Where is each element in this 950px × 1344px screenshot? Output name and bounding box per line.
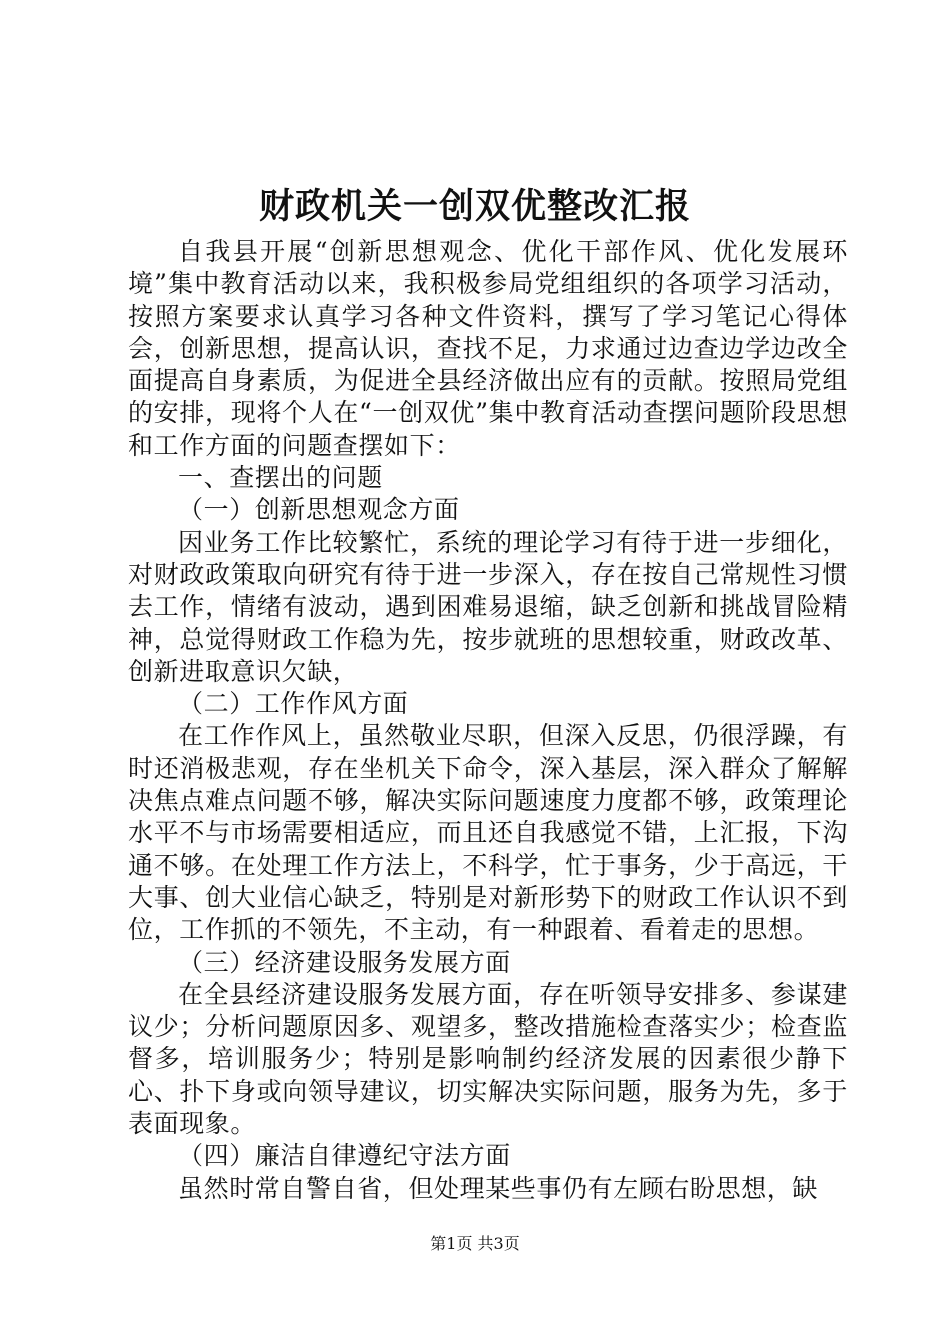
- page-footer: 第1页 共3页: [430, 1234, 520, 1253]
- paragraph-subsection-4: 虽然时常自警自省，但处理某些事仍有左顾右盼思想，缺: [178, 1173, 819, 1203]
- document-title: 财政机关一创双优整改汇报: [258, 186, 691, 227]
- paragraph-subsection-3: 在全县经济建设服务发展方面，存在听领导安排多、参谋建议少；分析问题原因多、观望多，整改措施检查落实少；检查监督多，培训服务少；特别是影响制约经济发展的因素很少静下心、扑下身或向领导建议，切实解决实际问题，服务为先，多于表面现象。: [128, 979, 848, 1139]
- subsection-heading-2: （二）工作作风方面: [178, 689, 409, 719]
- subsection-heading-4: （四）廉洁自律遵纪守法方面: [178, 1141, 511, 1171]
- subsection-heading-3: （三）经济建设服务发展方面: [178, 947, 511, 977]
- paragraph-subsection-1: 因业务工作比较繁忙，系统的理论学习有待于进一步细化，对财政政策取向研究有待于进一步深入，存在按自己常规性习惯去工作，情绪有波动，遇到困难易退缩，缺乏创新和挑战冒险精神，总觉得财政工作稳为先，按步就班的思想较重，财政改革、创新进取意识欠缺，: [128, 527, 848, 686]
- section-heading-problems: 一、查摆出的问题: [178, 463, 383, 493]
- paragraph-intro: 自我县开展“创新思想观念、优化干部作风、优化发展环境”集中教育活动以来，我积极参局党组组织的各项学习活动，按照方案要求认真学习各种文件资料，撰写了学习笔记心得体会，创新思想，提高认识，查找不足，力求通过边查边学边改全面提高自身素质，为促进全县经济做出应有的贡献。按照局党组的安排，现将个人在“一创双优”集中教育活动查摆问题阶段思想和工作方面的问题查摆如下：: [128, 237, 848, 460]
- document-body: [128, 236, 848, 1205]
- paragraph-subsection-2: 在工作作风上，虽然敬业尽职，但深入反思，仍很浮躁，有时还消极悲观，存在坐机关下命令，深入基层，深入群众了解解决焦点难点问题不够，解决实际问题速度力度都不够，政策理论水平不与市场需要相适应，而且还自我感觉不错，上汇报，下沟通不够。在处理工作方法上，不科学，忙于事务，少于高远，干大事、创大业信心缺乏，特别是对新形势下的财政工作认识不到位，工作抓的不领先，不主动，有一种跟着、看着走的思想。: [128, 721, 848, 945]
- subsection-heading-1: （一）创新思想观念方面: [178, 495, 460, 525]
